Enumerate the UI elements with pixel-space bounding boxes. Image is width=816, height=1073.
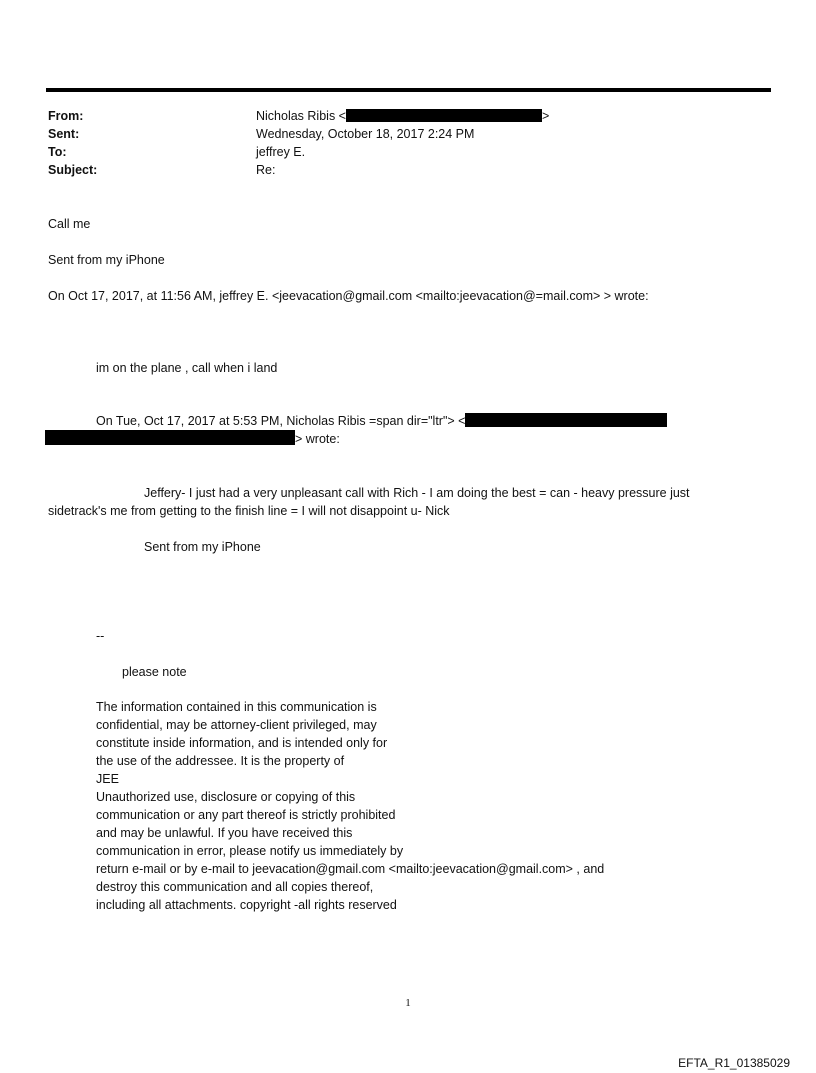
please-note: please note <box>122 665 187 679</box>
disclaimer <box>96 698 604 914</box>
redaction-bar <box>346 109 542 122</box>
signature-dash: -- <box>96 629 105 643</box>
quote1-header: On Oct 17, 2017, at 11:56 AM, jeffrey E. <jeevacation@gmail.com <mailto:jeevacation@=mail.com> > wrote: <box>48 289 649 303</box>
disclaimer-line: and may be unlawful. If you have received this <box>96 826 353 840</box>
quote2-wrote: > wrote: <box>295 432 340 446</box>
disclaimer-line: constitute inside information, and is intended only for <box>96 736 388 750</box>
quote2-text-line1: Jeffery- I just had a very unpleasant call with Rich - I am doing the best = can - heavy pressure just <box>144 486 690 500</box>
redaction-bar <box>45 430 295 445</box>
quote2-header-cont <box>45 430 340 448</box>
redaction-bracket: > <box>541 109 550 123</box>
disclaimer-line: including all attachments. copyright -all rights reserved <box>96 898 397 912</box>
subject-value: Re: <box>256 163 276 177</box>
disclaimer-line: destroy this communication and all copies thereof, <box>96 880 374 894</box>
disclaimer-line: JEE <box>96 772 119 786</box>
quote1-text: im on the plane , call when i land <box>96 361 278 375</box>
disclaimer-line: communication in error, please notify us immediately by <box>96 844 404 858</box>
body-sent-from-iphone: Sent from my iPhone <box>48 253 165 267</box>
disclaimer-line: the use of the addressee. It is the property of <box>96 754 345 768</box>
quote2-header-text: On Tue, Oct 17, 2017 at 5:53 PM, Nicholas Ribis =span dir="ltr"> < <box>96 414 466 428</box>
page-number: 1 <box>405 997 411 1009</box>
disclaimer-line: Unauthorized use, disclosure or copying of this <box>96 790 356 804</box>
document-id: EFTA_R1_01385029 <box>678 1056 790 1070</box>
to-label: To: <box>48 145 67 159</box>
redaction-bar <box>465 413 667 427</box>
sender-name: Nicholas Ribis < <box>256 109 346 123</box>
from-value <box>256 107 549 125</box>
quote2-text-line2: sidetrack's me from getting to the finish line = I will not disappoint u- Nick <box>48 504 450 518</box>
disclaimer-line: confidential, may be attorney-client privileged, may <box>96 718 377 732</box>
body-call-me: Call me <box>48 217 91 231</box>
subject-label: Subject: <box>48 163 98 177</box>
sent-label: Sent: <box>48 127 80 141</box>
header-rule <box>46 88 771 92</box>
disclaimer-line: The information contained in this communication is <box>96 700 377 714</box>
sent-value: Wednesday, October 18, 2017 2:24 PM <box>256 127 475 141</box>
disclaimer-line: communication or any part thereof is strictly prohibited <box>96 808 396 822</box>
from-label: From: <box>48 109 84 123</box>
quote2-sent-from-iphone: Sent from my iPhone <box>144 540 261 554</box>
quote2-header <box>96 412 667 430</box>
disclaimer-line: return e-mail or by e-mail to jeevacation@gmail.com <mailto:jeevacation@gmail.com> , and <box>96 862 605 876</box>
to-value: jeffrey E. <box>256 145 306 159</box>
